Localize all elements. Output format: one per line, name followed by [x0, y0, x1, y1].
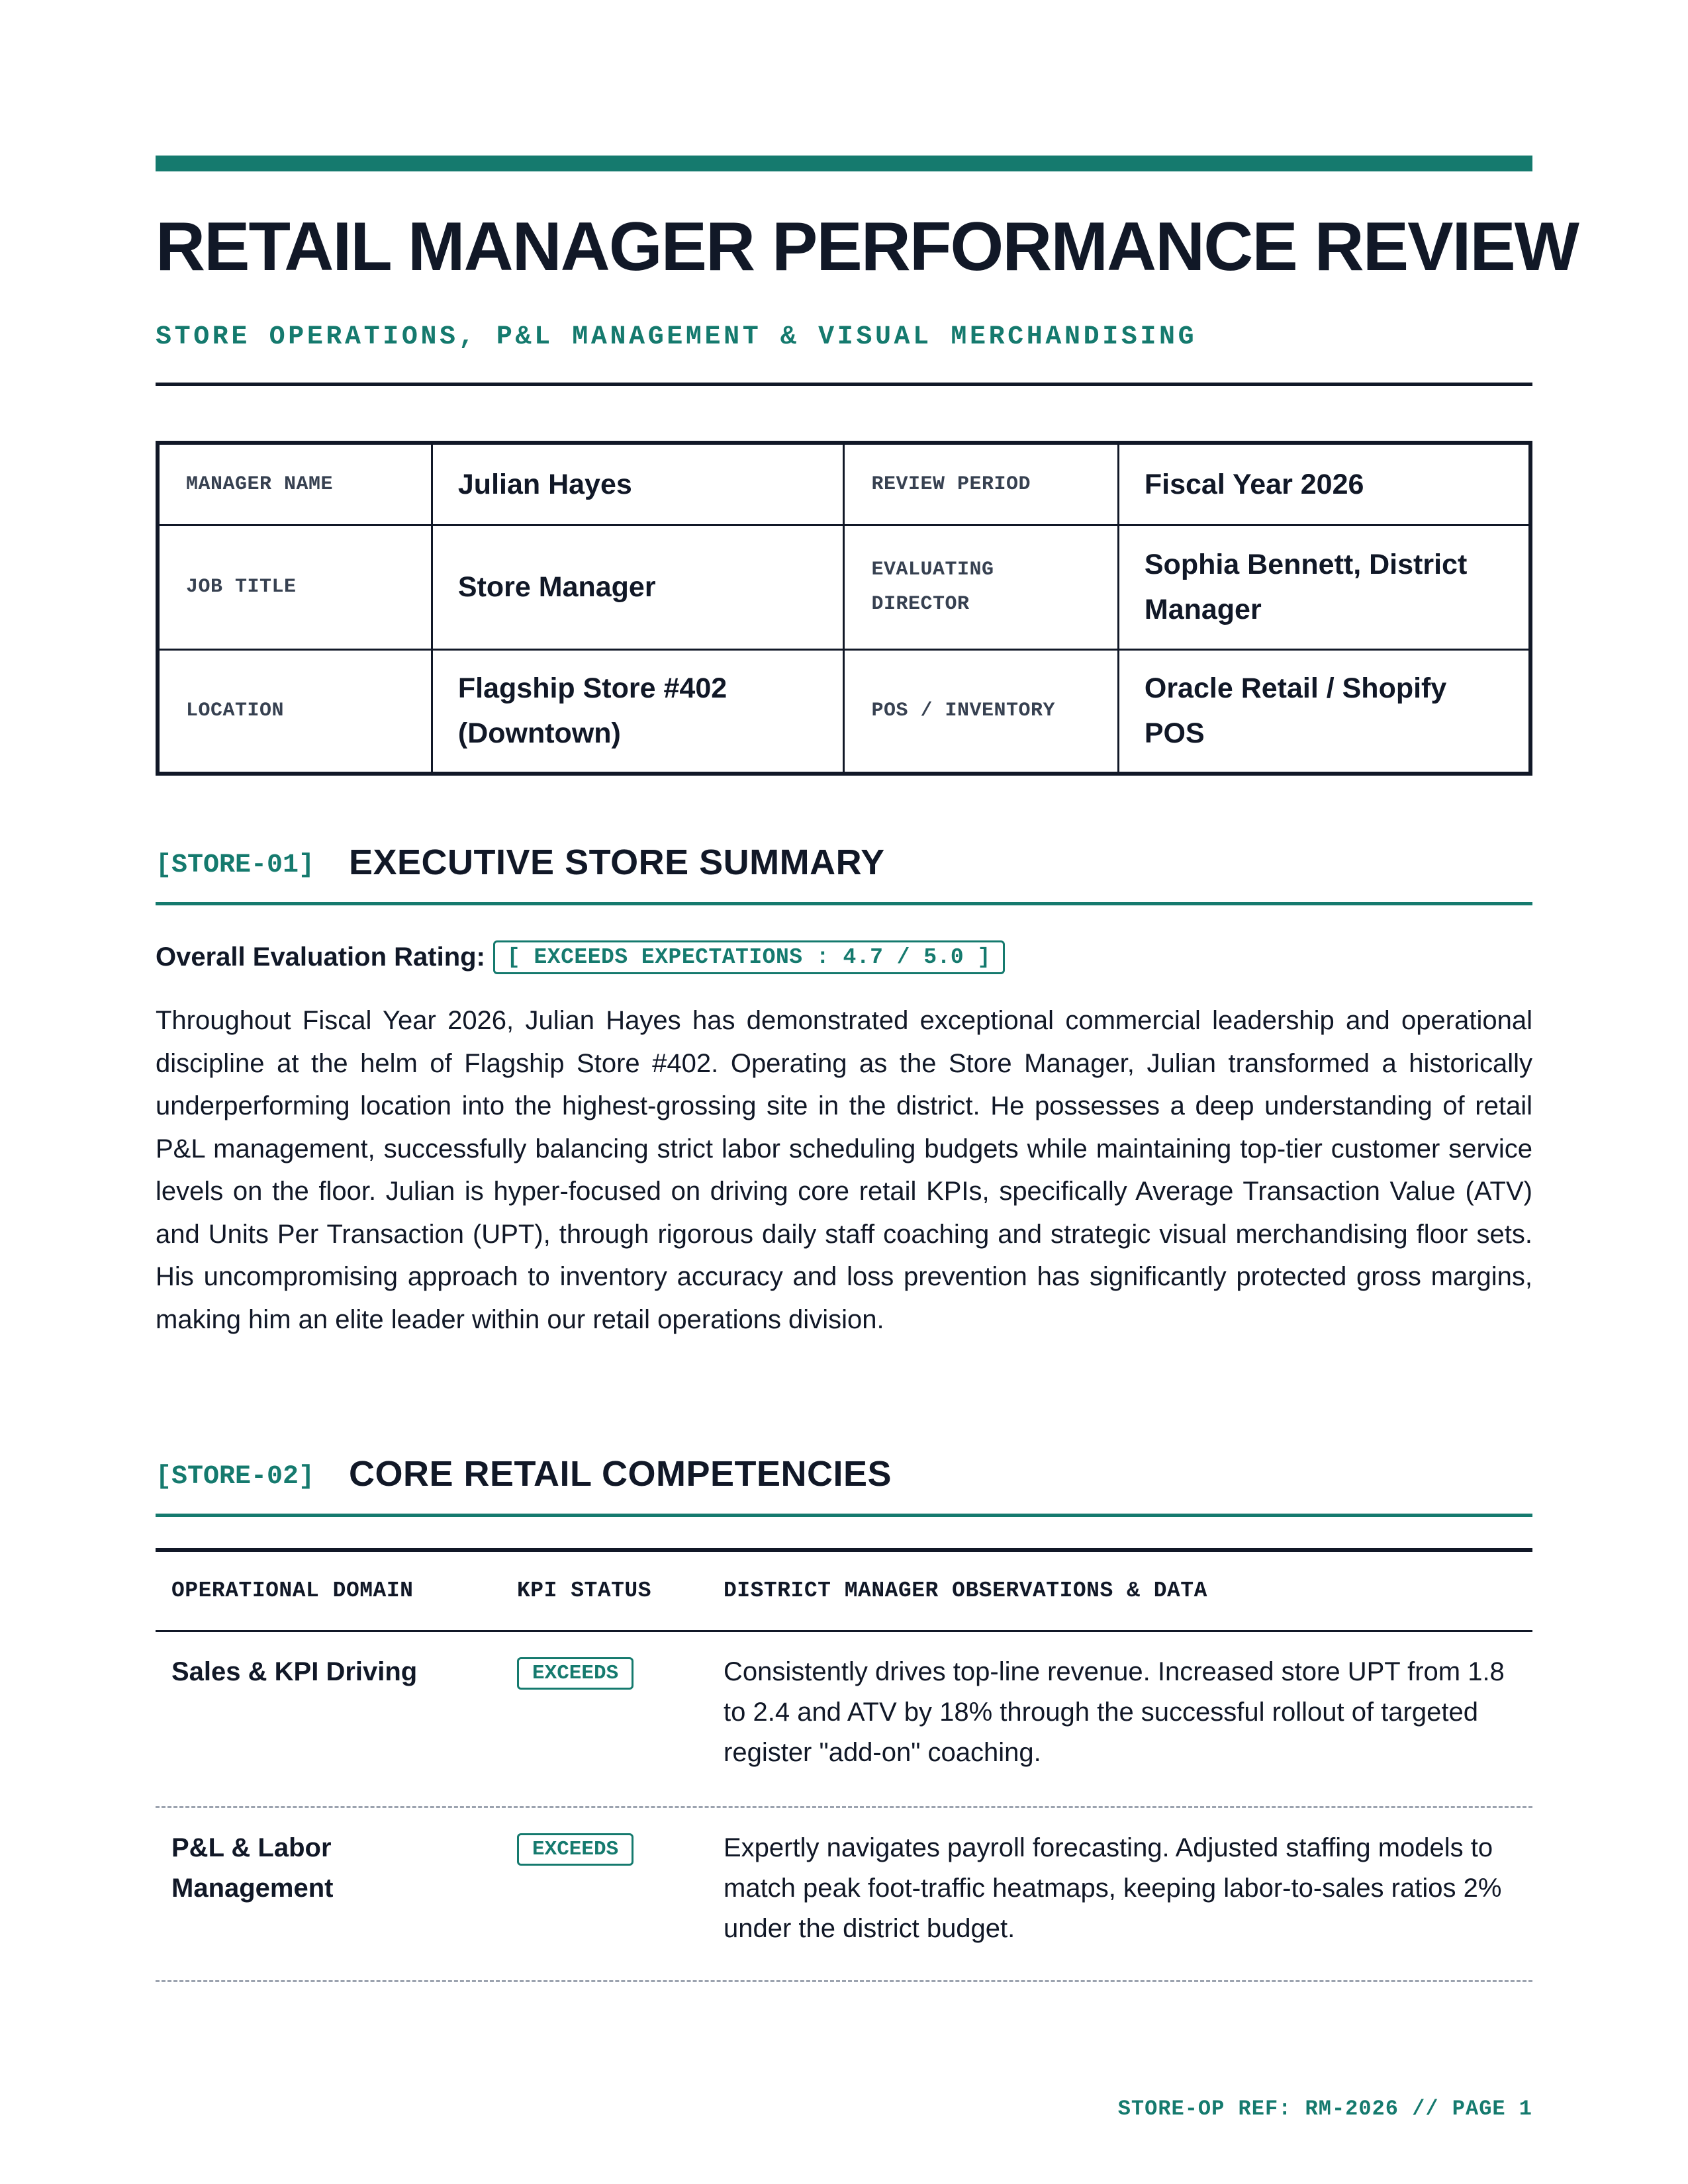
competency-observation: Expertly navigates payroll forecasting. Adjusted staffing models to match peak foot-traffic heatmaps, keeping labor-to-sales ratios 2% under the district budget. [724, 1833, 1502, 1943]
section-header-store-02 [156, 1454, 1532, 1517]
row-divider [156, 1980, 1532, 1982]
review-page [156, 0, 1578, 2184]
section-header-store-01 [156, 842, 1532, 905]
section-title: EXECUTIVE STORE SUMMARY [349, 842, 885, 882]
info-row [158, 525, 1530, 649]
info-row [158, 443, 1530, 525]
executive-summary-text: Throughout Fiscal Year 2026, Julian Hayes has demonstrated exceptional commercial leadership and operational discipline at the helm of Flagship Store #402. Operating as the Store Manager, Julian transformed a historically underperforming location into the highest-grossing site in the district. He possesses a deep understanding of retail P&L management, successfully balancing strict labor scheduling budgets while maintaining top-tier customer service levels on the floor. Julian is hyper-focused on driving core retail KPIs, specifically Average Transaction Value (ATV) and Units Per Transaction (UPT), through rigorous daily staff coaching and strategic visual merchandising floor sets. His uncompromising approach to inventory accuracy and loss prevention has significantly protected gross margins, making him an elite leader within our retail operations division. [156, 1006, 1532, 1334]
page-subtitle: STORE OPERATIONS, P&L MANAGEMENT & VISUAL MERCHANDISING [156, 322, 1197, 352]
manager-name-label: MANAGER NAME [158, 443, 432, 525]
pos-inventory-value: Oracle Retail / Shopify POS [1118, 649, 1530, 774]
rating-badge: [ EXCEEDS EXPECTATIONS : 4.7 / 5.0 ] [493, 940, 1005, 974]
section-divider [156, 902, 1532, 905]
info-row [158, 649, 1530, 774]
competency-table-header [156, 1552, 1532, 1630]
employee-info-table [156, 441, 1532, 776]
column-header-observations: DISTRICT MANAGER OBSERVATIONS & DATA [724, 1578, 1207, 1603]
column-header-domain: OPERATIONAL DOMAIN [171, 1578, 414, 1603]
location-label: LOCATION [158, 649, 432, 774]
table-row [156, 1808, 1532, 1983]
evaluating-director-label: EVALUATING DIRECTOR [844, 525, 1118, 649]
pos-inventory-label: POS / INVENTORY [844, 649, 1118, 774]
competency-domain: P&L & Labor Management [171, 1833, 334, 1903]
review-period-label: REVIEW PERIOD [844, 443, 1118, 525]
title-divider [156, 383, 1532, 386]
section-tag: [STORE-01] [156, 850, 315, 880]
location-value: Flagship Store #402 (Downtown) [432, 649, 844, 774]
section-title: CORE RETAIL COMPETENCIES [349, 1454, 892, 1494]
section-tag: [STORE-02] [156, 1462, 315, 1492]
column-header-kpi-status: KPI STATUS [517, 1578, 652, 1603]
kpi-status-badge: EXCEEDS [517, 1657, 633, 1690]
competency-observation: Consistently drives top-line revenue. Increased store UPT from 1.8 to 2.4 and ATV by 18% through the successful rollout of targeted register "add-on" coaching. [724, 1657, 1505, 1767]
accent-bar [156, 156, 1532, 171]
kpi-status-badge: EXCEEDS [517, 1833, 633, 1866]
job-title-label: JOB TITLE [158, 525, 432, 649]
manager-name-value: Julian Hayes [432, 443, 844, 525]
evaluating-director-value: Sophia Bennett, District Manager [1118, 525, 1530, 649]
review-period-value: Fiscal Year 2026 [1118, 443, 1530, 525]
overall-rating [156, 938, 1005, 976]
page-footer-ref: STORE-OP REF: RM-2026 // PAGE 1 [1117, 2097, 1532, 2121]
competency-domain: Sales & KPI Driving [171, 1657, 418, 1686]
section-divider [156, 1514, 1532, 1517]
page-title: RETAIL MANAGER PERFORMANCE REVIEW [156, 208, 1578, 285]
job-title-value: Store Manager [432, 525, 844, 649]
table-row [156, 1632, 1532, 1807]
rating-label: Overall Evaluation Rating: [156, 942, 485, 972]
